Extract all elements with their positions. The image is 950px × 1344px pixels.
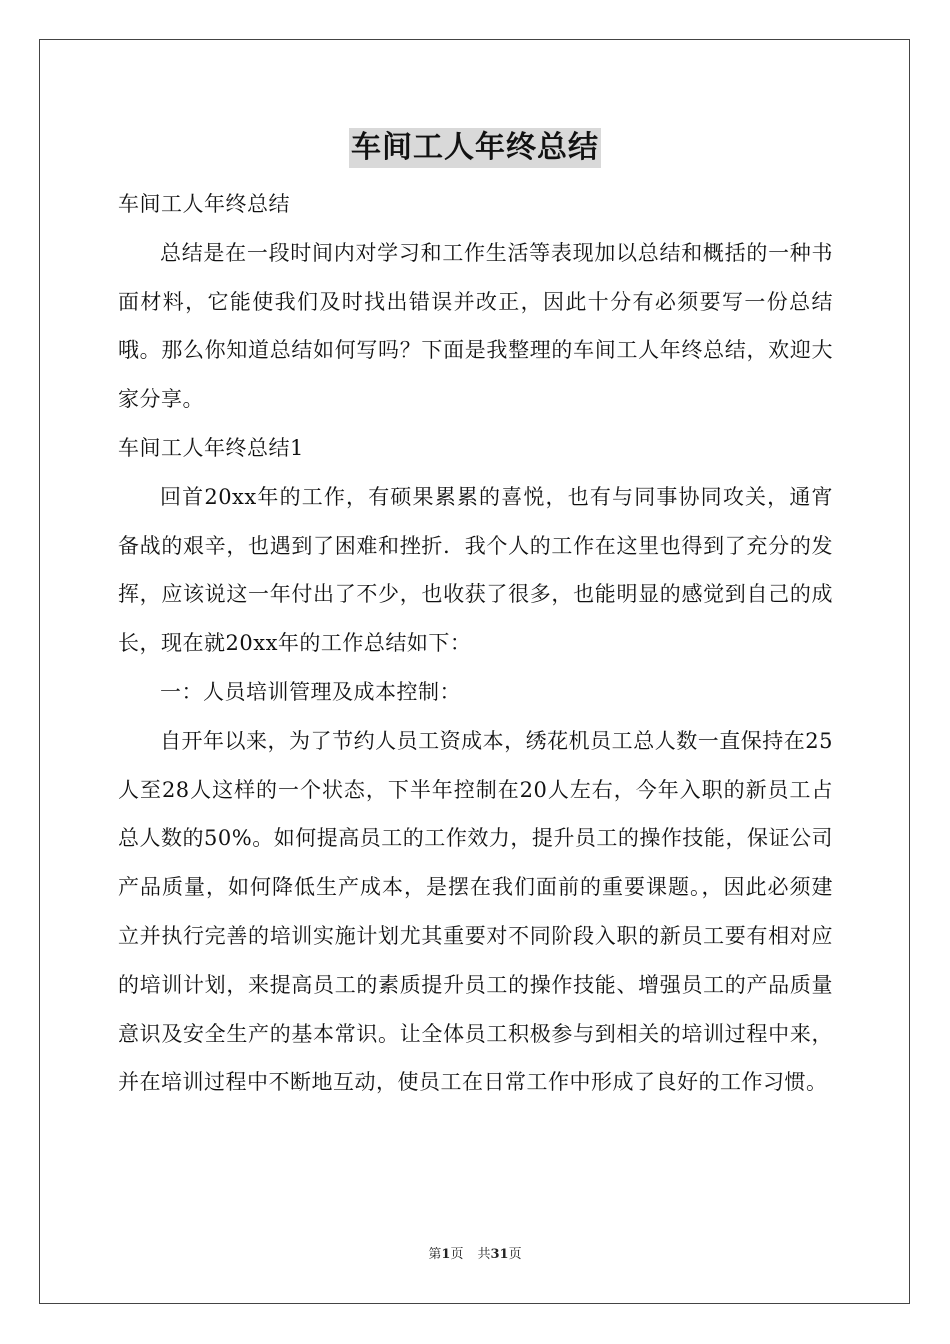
page-number: 1 (441, 1247, 451, 1262)
total-pages: 31 (490, 1247, 509, 1262)
document-title: 车间工人年终总结 (349, 128, 601, 168)
paragraph-1: 回首20xx年的工作，有硕果累累的喜悦，也有与同事协同攻关，通宵备战的艰辛，也遇到了困难和挫折．我个人的工作在这里也得到了充分的发挥，应该说这一年付出了不少，也收获了很多，也能明显的感觉到自己的成长，现在就20xx年的工作总结如下： (118, 484, 833, 656)
page-suffix: 页 (450, 1247, 464, 1262)
total-prefix: 共 (477, 1247, 491, 1262)
subheading-1: 一：人员培训管理及成本控制： (160, 679, 461, 704)
page-prefix: 第 (428, 1247, 442, 1262)
intro-paragraph: 总结是在一段时间内对学习和工作生活等表现加以总结和概括的一种书面材料，它能使我们及时找出错误并改正，因此十分有必须要写一份总结哦。那么你知道总结如何写吗？下面是我整理的车间工人年终总结，欢迎大家分享。 (118, 240, 833, 412)
total-suffix: 页 (508, 1247, 522, 1262)
section-heading: 车间工人年终总结1 (118, 435, 304, 460)
paragraph-2: 自开年以来，为了节约人员工资成本，绣花机员工总人数一直保持在25人至28人这样的一个状态，下半年控制在20人左右，今年入职的新员工占总人数的50%。如何提高员工的工作效力，提升员工的操作技能，保证公司产品质量，如何降低生产成本，是摆在我们面前的重要课题。，因此必须建立并执行完善的培训实施计划尤其重要对不同阶段入职的新员工要有相对应的培训计划，来提高员工的素质提升员工的操作技能、增强员工的产品质量意识及安全生产的基本常识。让全体员工积极参与到相关的培训过程中来，并在培训过程中不断地互动，使员工在日常工作中形成了良好的工作习惯。 (118, 728, 833, 1095)
document-heading: 车间工人年终总结 (118, 192, 290, 216)
page-footer (0, 1246, 950, 1264)
title-container (0, 128, 950, 168)
document-body (118, 180, 833, 1107)
